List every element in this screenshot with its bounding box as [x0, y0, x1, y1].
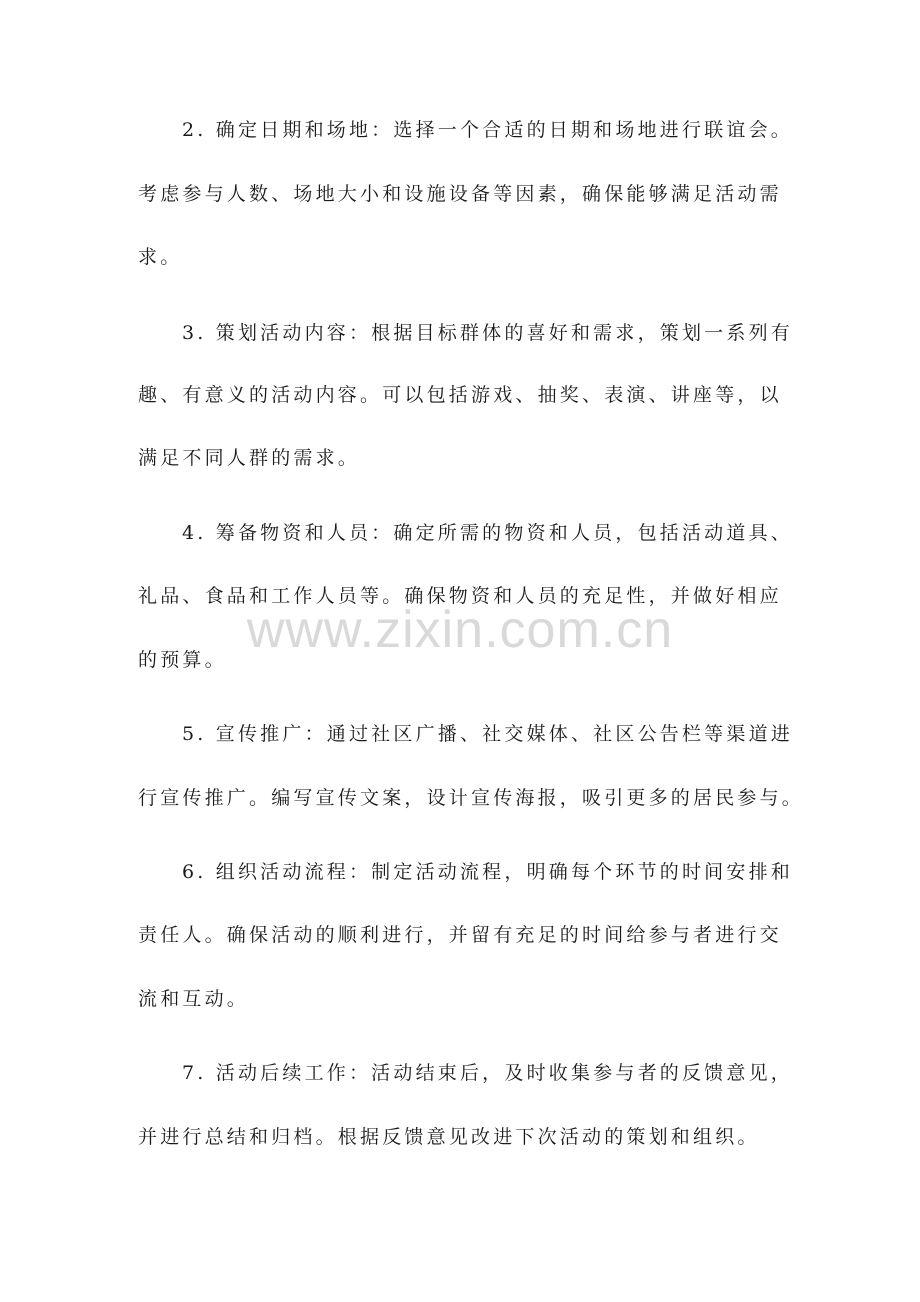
- item-6-line-2: 责任人。确保活动的顺利进行，并留有充足的时间给参与者进行交: [138, 924, 782, 946]
- item-7-line-1: 7. 活动后续工作：活动结束后，及时收集参与者的反馈意见，: [182, 1062, 793, 1084]
- item-4-line-2: 礼品、食品和工作人员等。确保物资和人员的充足性，并做好相应: [138, 585, 782, 607]
- item-3-line-2: 趣、有意义的活动内容。可以包括游戏、抽奖、表演、讲座等，以: [138, 384, 782, 406]
- item-3-line-3: 满足不同人群的需求。: [138, 447, 361, 469]
- watermark: www.zixin.com.cn: [246, 601, 674, 659]
- item-4-line-1: 4. 筹备物资和人员：确定所需的物资和人员，包括活动道具、: [182, 522, 793, 544]
- item-5-line-2: 行宣传推广。编写宣传文案，设计宣传海报，吸引更多的居民参与。: [138, 787, 805, 809]
- item-2-line-2: 考虑参与人数、场地大小和设施设备等因素，确保能够满足活动需: [138, 183, 782, 205]
- item-5-line-1: 5. 宣传推广：通过社区广播、社交媒体、社区公告栏等渠道进: [182, 723, 793, 745]
- item-4-line-3: 的预算。: [138, 649, 227, 671]
- item-2-line-1: 2. 确定日期和场地：选择一个合适的日期和场地进行联谊会。: [182, 119, 793, 141]
- item-6-line-3: 流和互动。: [138, 988, 250, 1010]
- item-2-line-3: 求。: [138, 246, 183, 268]
- item-7-line-2: 并进行总结和归档。根据反馈意见改进下次活动的策划和组织。: [138, 1126, 760, 1148]
- item-6-line-1: 6. 组织活动流程：制定活动流程，明确每个环节的时间安排和: [182, 861, 793, 883]
- item-3-line-1: 3. 策划活动内容：根据目标群体的喜好和需求，策划一系列有: [182, 322, 793, 344]
